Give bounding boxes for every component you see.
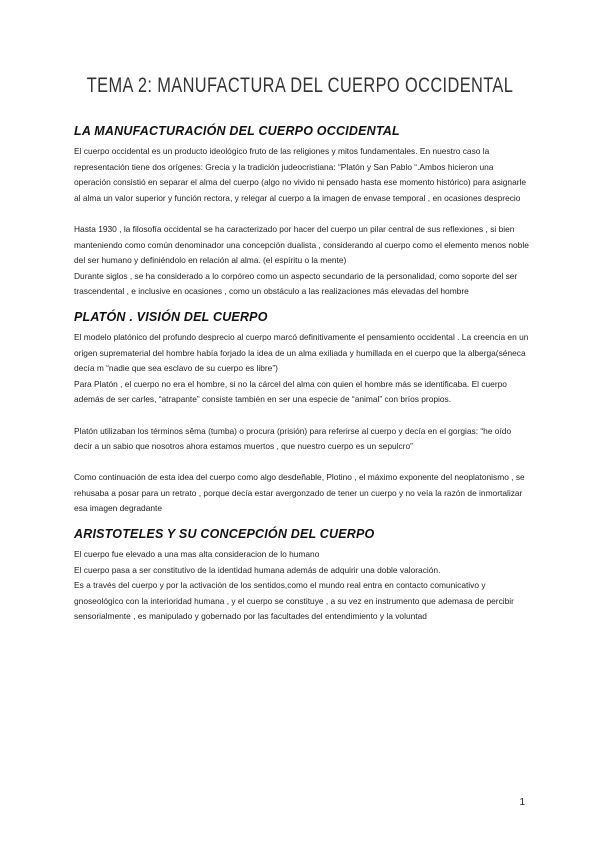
- paragraph: El cuerpo fue elevado a una mas alta consideracion de lo humano: [74, 549, 320, 560]
- section-heading: PLATÓN . VISIÓN DEL CUERPO: [74, 309, 268, 324]
- paragraph-gap: [74, 408, 530, 424]
- document-body: [74, 124, 530, 625]
- paragraph: El cuerpo occidental es un producto ideológico fruto de las religiones y mitos fundamentales. En nuestro caso la representación tiene dos orígenes: Grecia y la tradición judeocristiana: “Platón y San Pablo “.Ambos hicieron una operación consistió en separar el alma del cuerpo (algo no vivido ni pensado hasta ese momento histórico) para asignarle al alma un valor superior y función rectora, y relegar al cuerpo a la imagen de envase temporal , en ocasiones desprecio: [74, 146, 527, 203]
- paragraph: El cuerpo pasa a ser constitutivo de la identidad humana además de adquirir una doble valoración.: [74, 564, 441, 575]
- paragraph-gap: [74, 455, 530, 471]
- section-heading: LA MANUFACTURACIÓN DEL CUERPO OCCIDENTAL: [74, 124, 400, 138]
- section-gap: [74, 300, 530, 310]
- section-heading: ARISTOTELES Y SU CONCEPCIÓN DEL CUERPO: [74, 527, 375, 542]
- paragraph: Hasta 1930 , la filosofía occidental se ha caracterizado por hacer del cuerpo un pilar central de sus reflexiones , si bien manteniendo como común denominador una concepción dualista , considerando al cuerpo como el elemento menos noble del ser humano y definiéndolo en relación al alma. (el espíritu o la mente): [74, 223, 529, 266]
- paragraph: El modelo platónico del profundo desprecio al cuerpo marcó definitivamente el pensamiento occidental . La creencia en un origen suprematerial del hombre había forjado la idea de un alma exiliada y humillada en el cuerpo que la alberga(séneca decía m “nadie que sea esclavo de su cuerpo es libre”): [74, 331, 529, 374]
- page-title: TEMA 2: MANUFACTURA DEL CUERPO OCCIDENTAL: [86, 74, 514, 97]
- paragraph: Platón utilizaban los términos sêma (tumba) o procura (prisión) para referirse al cuerpo y decía en el gorgias: “he oído decir a un sabio que nosotros ahora estamos muertos , que nuestro cuerpo es un sepulcro”: [74, 425, 512, 452]
- paragraph-gap: [74, 206, 530, 222]
- page-number: 1: [519, 797, 525, 808]
- section-gap: [74, 517, 530, 527]
- paragraph: Es a través del cuerpo y por la activación de los sentidos,como el mundo real entra en contacto comunicativo y gnoseológico con la interioridad humana , y el cuerpo se constituye , a su vez en instrumento que ademasa de percibir sensorialmente , es manipulado y gobernado por las facultades del entendimiento y la voluntad: [74, 580, 514, 622]
- paragraph: Para Platón , el cuerpo no era el hombre, si no la cárcel del alma con quien el hombre más se identificaba. El cuerpo además de ser carles, “atrapante” consiste también en ser una especie de “animal” con bríos propios.: [74, 378, 507, 405]
- paragraph: Durante siglos , se ha considerado a lo corpóreo como un aspecto secundario de la personalidad, como soporte del ser trascendental , e inclusive en ocasiones , como un obstáculo a las realizaciones más elevadas del hombre: [74, 270, 518, 297]
- paragraph: Como continuación de esta idea del cuerpo como algo desdeñable, Plotino , el máximo exponente del neoplatonismo , se rehusaba a posar para un retrato , porque decía estar avergonzado de tener un cuerpo y no veía la razón de inmortalizar esa imagen degradante: [74, 472, 525, 514]
